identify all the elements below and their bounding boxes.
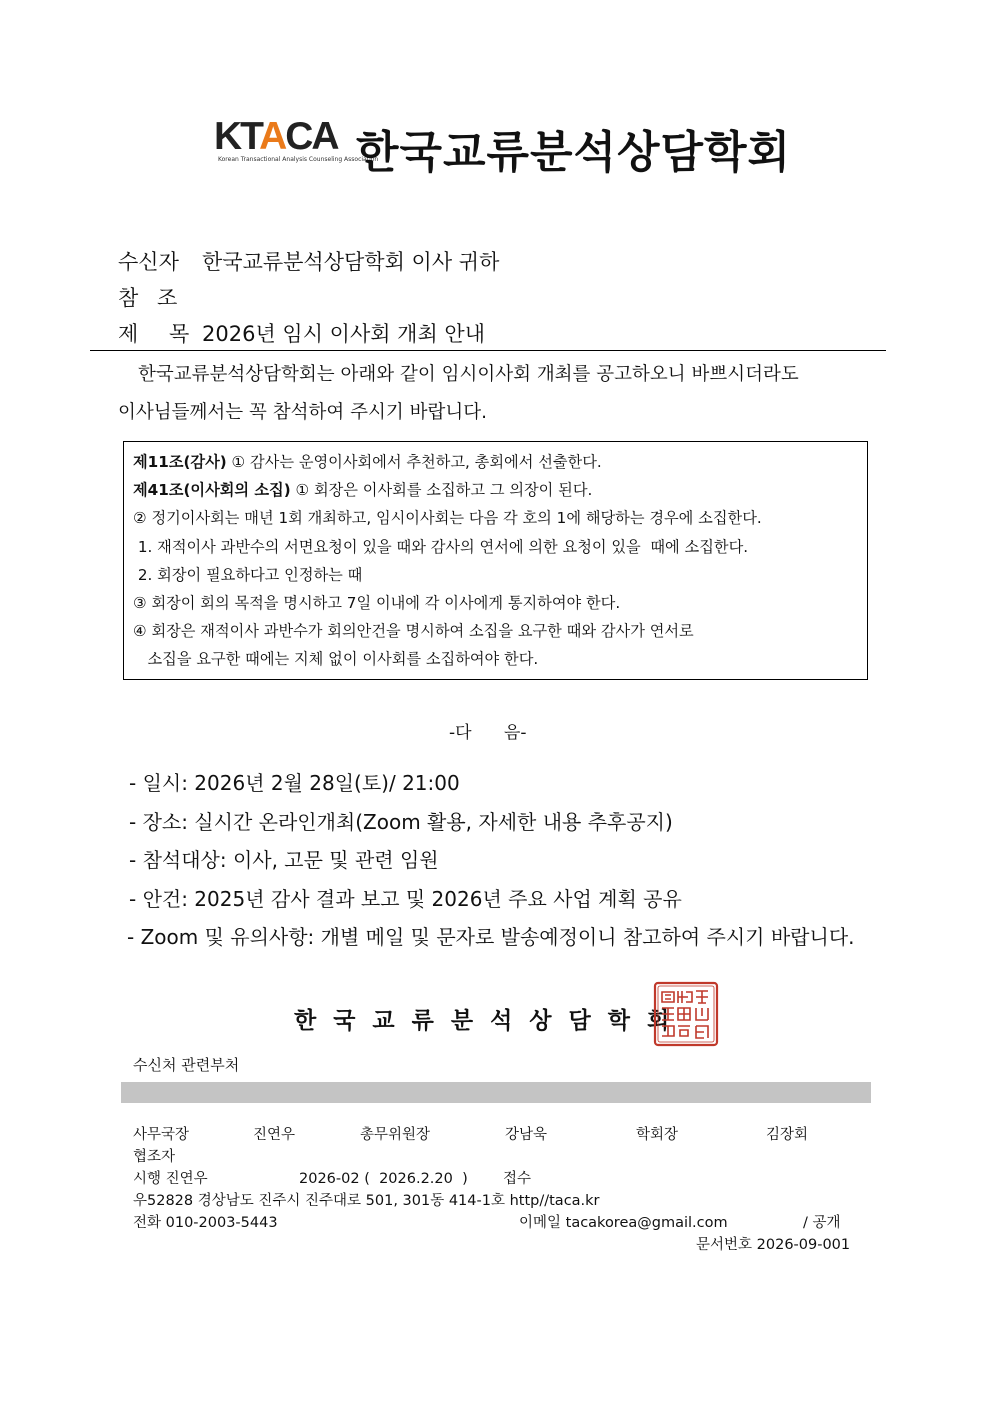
article-41 bbox=[133, 476, 867, 504]
article-41-title: 제41조(이사회의 소집) bbox=[133, 481, 291, 500]
detail-attendees: - 참석대상: 이사, 고문 및 관련 임원 bbox=[129, 848, 439, 872]
email: 이메일 tacakorea@gmail.com bbox=[519, 1215, 728, 1231]
subject-row bbox=[118, 318, 485, 348]
gen-affairs-name: 강남욱 bbox=[505, 1127, 548, 1143]
enforce-number: 2026-02 ( 2026.2.20 ) bbox=[299, 1171, 468, 1187]
gen-affairs-label: 총무위원장 bbox=[360, 1127, 431, 1143]
recipient-value: 한국교류분석상담학회 이사 귀하 bbox=[202, 250, 500, 274]
recipient-row bbox=[118, 246, 499, 276]
logo-ca: CA bbox=[285, 115, 338, 158]
detail-agenda: - 안건: 2025년 감사 결과 보고 및 2026년 주요 사업 계획 공유 bbox=[129, 886, 682, 911]
subject-label: 제 목 bbox=[118, 322, 190, 346]
article-11-title: 제11조(감사) bbox=[133, 453, 227, 471]
detail-location: - 장소: 실시간 온라인개최(Zoom 활용, 자세한 내용 추후공지) bbox=[129, 809, 673, 834]
logo-a: A bbox=[259, 115, 286, 158]
gray-divider-bar bbox=[121, 1082, 871, 1103]
notice-heading: -다 음- bbox=[449, 723, 527, 743]
bylaws-box bbox=[123, 441, 868, 680]
reference-row bbox=[118, 282, 202, 312]
details-list bbox=[129, 764, 855, 957]
article-line: ② 정기이사회는 매년 1회 개최하고, 임시이사회는 다음 각 호의 1에 해당하는 경우에 소집한다. bbox=[133, 509, 762, 528]
disclosure: / 공개 bbox=[803, 1215, 841, 1231]
president-name: 김장회 bbox=[766, 1127, 809, 1143]
recipients-line: 수신처 관련부처 bbox=[133, 1056, 240, 1074]
logo-kt: KT bbox=[214, 115, 260, 158]
org-title: 한국교류분석상담학회 bbox=[356, 127, 792, 178]
cooperator-label: 협조자 bbox=[133, 1149, 176, 1165]
sec-general-name: 진연우 bbox=[253, 1127, 296, 1143]
president-label: 학회장 bbox=[636, 1127, 679, 1143]
article-line: 2. 회장이 필요하다고 인정하는 때 bbox=[133, 565, 363, 584]
article-line: 1. 재적이사 과반수의 서면요청이 있을 때와 감사의 연서에 의한 요청이 있을 때에 소집한다. bbox=[133, 537, 749, 556]
recipient-label: 수신자 bbox=[118, 250, 179, 274]
header-divider bbox=[90, 350, 886, 351]
phone: 전화 010-2003-5443 bbox=[133, 1215, 278, 1231]
detail-zoom-notes: - Zoom 및 유의사항: 개별 메일 및 문자로 발송예정이니 참고하여 주시기 바랍니다. bbox=[127, 925, 855, 949]
intro-line-1: 한국교류분석상담학회는 아래와 같이 임시이사회 개최를 공고하오니 바쁘시더라도 bbox=[138, 364, 799, 385]
article-11-text: ① 감사는 운영이사회에서 추천하고, 총회에서 선출한다. bbox=[226, 453, 602, 471]
subject-value: 2026년 임시 이사회 개최 안내 bbox=[202, 322, 486, 346]
article-11 bbox=[133, 448, 867, 476]
enforce-label: 시행 진연우 bbox=[133, 1171, 208, 1187]
receipt-label: 접수 bbox=[503, 1171, 532, 1187]
intro-line-2: 이사님들께서는 꼭 참석하여 주시기 바랍니다. bbox=[118, 402, 487, 423]
reference-label: 참 조 bbox=[118, 286, 178, 310]
intro-paragraph bbox=[118, 356, 878, 432]
logo-subtitle: Korean Transactional Analysis Counseling Association bbox=[218, 156, 379, 163]
article-line: ③ 회장이 회의 목적을 명시하고 7일 이내에 각 이사에게 통지하여야 한다. bbox=[133, 594, 621, 613]
article-41-text: ① 회장은 이사회를 소집하고 그 의장이 된다. bbox=[290, 481, 593, 500]
detail-datetime: - 일시: 2026년 2월 28일(토)/ 21:00 bbox=[129, 771, 460, 795]
article-line: ④ 회장은 재적이사 과반수가 회의안건을 명시하여 소집을 요구한 때와 감사가 연서로 bbox=[133, 622, 694, 641]
sec-general-label: 사무국장 bbox=[133, 1127, 190, 1143]
address: 우52828 경상남도 진주시 진주대로 501, 301동 414-1호 http//taca.kr bbox=[133, 1193, 600, 1209]
article-line: 소집을 요구한 때에는 지체 없이 이사회를 소집하여야 한다. bbox=[133, 650, 539, 669]
logo bbox=[214, 114, 338, 160]
official-seal-icon bbox=[652, 980, 720, 1048]
document-number: 문서번호 2026-09-001 bbox=[696, 1237, 851, 1253]
signature: 한국교류분석상담학회 bbox=[294, 1008, 687, 1034]
